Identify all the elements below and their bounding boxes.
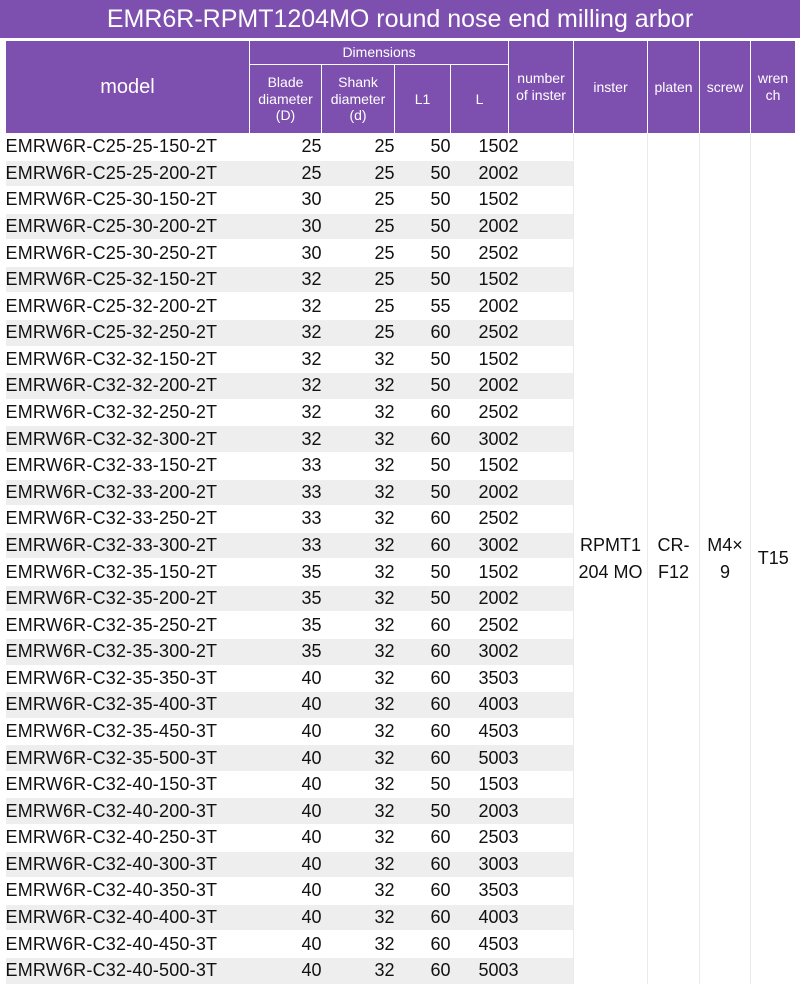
cell-number-of-inster: 2 <box>509 266 574 293</box>
cell-l: 200 <box>451 798 509 825</box>
cell-model: EMRW6R-C32-33-200-2T <box>6 479 250 506</box>
cell-number-of-inster: 3 <box>509 665 574 692</box>
cell-model: EMRW6R-C25-30-250-2T <box>6 240 250 267</box>
cell-number-of-inster: 2 <box>509 506 574 533</box>
cell-inster-line1: RPMT1 <box>580 534 642 555</box>
cell-number-of-inster: 2 <box>509 532 574 559</box>
cell-model: EMRW6R-C32-33-300-2T <box>6 532 250 559</box>
cell-l: 400 <box>451 904 509 931</box>
cell-blade-diameter: 30 <box>250 240 322 267</box>
cell-l: 300 <box>451 426 509 453</box>
cell-blade-diameter: 40 <box>250 771 322 798</box>
cell-shank-diameter: 32 <box>322 718 395 745</box>
header-number-of-inster <box>509 41 574 134</box>
cell-shank-diameter: 32 <box>322 506 395 533</box>
cell-shank-diameter: 32 <box>322 798 395 825</box>
cell-l1: 60 <box>395 692 451 719</box>
cell-l1: 50 <box>395 479 451 506</box>
cell-blade-diameter: 35 <box>250 585 322 612</box>
cell-l1: 60 <box>395 665 451 692</box>
cell-shank-diameter: 32 <box>322 957 395 984</box>
cell-l1: 50 <box>395 134 451 161</box>
table-header <box>6 41 796 134</box>
cell-shank-diameter: 32 <box>322 851 395 878</box>
cell-inster <box>574 134 648 985</box>
cell-number-of-inster: 3 <box>509 745 574 772</box>
cell-wrench <box>751 134 796 985</box>
cell-number-of-inster: 3 <box>509 931 574 958</box>
cell-blade-diameter: 35 <box>250 612 322 639</box>
cell-shank-diameter: 32 <box>322 771 395 798</box>
cell-blade-diameter: 32 <box>250 346 322 373</box>
cell-l: 150 <box>451 559 509 586</box>
cell-screw-line1: M4× <box>707 534 743 555</box>
cell-l1: 60 <box>395 638 451 665</box>
cell-number-of-inster: 2 <box>509 452 574 479</box>
cell-screw <box>700 134 751 985</box>
cell-l: 500 <box>451 957 509 984</box>
cell-blade-diameter: 40 <box>250 798 322 825</box>
header-shank-diameter <box>322 65 395 134</box>
header-wrench-line1: wren <box>757 70 789 87</box>
cell-model: EMRW6R-C32-33-150-2T <box>6 452 250 479</box>
cell-model: EMRW6R-C32-40-300-3T <box>6 851 250 878</box>
cell-l1: 50 <box>395 373 451 400</box>
cell-number-of-inster: 3 <box>509 798 574 825</box>
cell-model: EMRW6R-C32-32-300-2T <box>6 426 250 453</box>
header-blade-line3: (D) <box>275 107 296 124</box>
cell-shank-diameter: 32 <box>322 452 395 479</box>
cell-blade-diameter: 32 <box>250 373 322 400</box>
cell-model: EMRW6R-C32-35-200-2T <box>6 585 250 612</box>
cell-model: EMRW6R-C32-35-350-3T <box>6 665 250 692</box>
cell-shank-diameter: 32 <box>322 665 395 692</box>
cell-blade-diameter: 32 <box>250 399 322 426</box>
table-body <box>6 134 796 985</box>
cell-number-of-inster: 2 <box>509 240 574 267</box>
header-number-line2: of inster <box>516 87 566 103</box>
cell-blade-diameter: 33 <box>250 452 322 479</box>
cell-model: EMRW6R-C25-25-150-2T <box>6 134 250 161</box>
cell-inster-line2: 204 MO <box>578 561 643 582</box>
header-platen: platen <box>648 41 700 134</box>
cell-shank-diameter: 32 <box>322 585 395 612</box>
cell-l1: 60 <box>395 851 451 878</box>
cell-blade-diameter: 32 <box>250 426 322 453</box>
cell-model: EMRW6R-C32-32-150-2T <box>6 346 250 373</box>
cell-number-of-inster: 3 <box>509 825 574 852</box>
cell-platen-line2: F12 <box>658 561 690 582</box>
cell-blade-diameter: 25 <box>250 134 322 161</box>
header-l: L <box>451 65 509 134</box>
header-dimensions: Dimensions <box>250 41 509 65</box>
header-blade-diameter <box>250 65 322 134</box>
cell-wrench-line1: T15 <box>757 548 789 569</box>
cell-model: EMRW6R-C32-32-250-2T <box>6 399 250 426</box>
cell-model: EMRW6R-C32-33-250-2T <box>6 506 250 533</box>
header-shank-line2: diameter <box>330 90 386 107</box>
cell-blade-diameter: 40 <box>250 692 322 719</box>
cell-l: 150 <box>451 771 509 798</box>
cell-l: 450 <box>451 718 509 745</box>
cell-shank-diameter: 32 <box>322 426 395 453</box>
cell-blade-diameter: 33 <box>250 532 322 559</box>
cell-l: 150 <box>451 187 509 214</box>
cell-l1: 60 <box>395 612 451 639</box>
header-blade-line2: diameter <box>258 90 313 107</box>
cell-l: 150 <box>451 452 509 479</box>
cell-blade-diameter: 40 <box>250 957 322 984</box>
cell-shank-diameter: 25 <box>322 266 395 293</box>
cell-l1: 60 <box>395 931 451 958</box>
cell-l: 250 <box>451 240 509 267</box>
cell-l1: 60 <box>395 878 451 905</box>
cell-blade-diameter: 40 <box>250 931 322 958</box>
cell-l1: 50 <box>395 266 451 293</box>
cell-number-of-inster: 2 <box>509 612 574 639</box>
cell-model: EMRW6R-C32-32-200-2T <box>6 373 250 400</box>
cell-l: 450 <box>451 931 509 958</box>
cell-model: EMRW6R-C32-40-350-3T <box>6 878 250 905</box>
cell-l: 250 <box>451 825 509 852</box>
cell-shank-diameter: 32 <box>322 638 395 665</box>
cell-l1: 60 <box>395 506 451 533</box>
cell-l1: 60 <box>395 320 451 347</box>
cell-number-of-inster: 3 <box>509 904 574 931</box>
cell-l: 200 <box>451 373 509 400</box>
cell-blade-diameter: 32 <box>250 293 322 320</box>
cell-l: 300 <box>451 638 509 665</box>
cell-l1: 50 <box>395 160 451 187</box>
cell-number-of-inster: 3 <box>509 878 574 905</box>
header-l1: L1 <box>395 65 451 134</box>
cell-number-of-inster: 2 <box>509 426 574 453</box>
cell-l: 250 <box>451 612 509 639</box>
header-wrench <box>751 41 796 134</box>
cell-l: 350 <box>451 878 509 905</box>
header-number-line1: number <box>517 70 565 87</box>
cell-blade-diameter: 30 <box>250 187 322 214</box>
cell-number-of-inster: 2 <box>509 399 574 426</box>
cell-number-of-inster: 2 <box>509 187 574 214</box>
cell-blade-diameter: 40 <box>250 718 322 745</box>
cell-model: EMRW6R-C32-40-400-3T <box>6 904 250 931</box>
cell-l: 350 <box>451 665 509 692</box>
header-shank-line1: Shank <box>338 73 378 90</box>
cell-model: EMRW6R-C25-30-200-2T <box>6 213 250 240</box>
header-screw: screw <box>700 41 751 134</box>
header-model: model <box>6 41 250 134</box>
cell-l1: 50 <box>395 187 451 214</box>
cell-screw-line2: 9 <box>720 561 731 582</box>
cell-l: 150 <box>451 346 509 373</box>
cell-shank-diameter: 32 <box>322 479 395 506</box>
cell-l: 200 <box>451 160 509 187</box>
cell-l: 400 <box>451 692 509 719</box>
cell-number-of-inster: 2 <box>509 373 574 400</box>
header-shank-line3: (d) <box>349 107 367 124</box>
cell-model: EMRW6R-C32-40-150-3T <box>6 771 250 798</box>
cell-l: 250 <box>451 399 509 426</box>
cell-model: EMRW6R-C32-40-250-3T <box>6 825 250 852</box>
cell-number-of-inster: 2 <box>509 346 574 373</box>
cell-number-of-inster: 2 <box>509 479 574 506</box>
cell-l1: 55 <box>395 293 451 320</box>
cell-model: EMRW6R-C25-32-150-2T <box>6 266 250 293</box>
cell-shank-diameter: 32 <box>322 559 395 586</box>
cell-number-of-inster: 2 <box>509 293 574 320</box>
cell-shank-diameter: 32 <box>322 825 395 852</box>
cell-l1: 60 <box>395 399 451 426</box>
cell-l1: 60 <box>395 745 451 772</box>
cell-l: 250 <box>451 320 509 347</box>
table-row <box>6 134 796 161</box>
cell-l: 200 <box>451 213 509 240</box>
page-title: EMR6R-RPMT1204MO round nose end milling arbor <box>0 0 800 40</box>
cell-blade-diameter: 33 <box>250 506 322 533</box>
cell-l: 150 <box>451 266 509 293</box>
cell-model: EMRW6R-C32-40-450-3T <box>6 931 250 958</box>
cell-l: 300 <box>451 851 509 878</box>
cell-shank-diameter: 25 <box>322 293 395 320</box>
cell-shank-diameter: 25 <box>322 320 395 347</box>
cell-l1: 50 <box>395 585 451 612</box>
cell-shank-diameter: 25 <box>322 134 395 161</box>
cell-model: EMRW6R-C32-35-300-2T <box>6 638 250 665</box>
header-inster: inster <box>574 41 648 134</box>
cell-shank-diameter: 32 <box>322 346 395 373</box>
cell-l1: 50 <box>395 559 451 586</box>
cell-l1: 50 <box>395 346 451 373</box>
cell-number-of-inster: 3 <box>509 718 574 745</box>
cell-l: 200 <box>451 293 509 320</box>
cell-l1: 50 <box>395 798 451 825</box>
cell-l: 150 <box>451 134 509 161</box>
cell-blade-diameter: 35 <box>250 559 322 586</box>
cell-blade-diameter: 40 <box>250 851 322 878</box>
cell-l1: 60 <box>395 532 451 559</box>
cell-blade-diameter: 35 <box>250 638 322 665</box>
cell-model: EMRW6R-C32-35-400-3T <box>6 692 250 719</box>
cell-model: EMRW6R-C25-32-200-2T <box>6 293 250 320</box>
cell-l: 300 <box>451 532 509 559</box>
cell-shank-diameter: 32 <box>322 692 395 719</box>
cell-number-of-inster: 3 <box>509 957 574 984</box>
cell-shank-diameter: 32 <box>322 532 395 559</box>
cell-l: 500 <box>451 745 509 772</box>
cell-blade-diameter: 30 <box>250 213 322 240</box>
cell-shank-diameter: 25 <box>322 160 395 187</box>
cell-blade-diameter: 33 <box>250 479 322 506</box>
cell-number-of-inster: 2 <box>509 160 574 187</box>
cell-shank-diameter: 32 <box>322 612 395 639</box>
cell-platen <box>648 134 700 985</box>
cell-shank-diameter: 32 <box>322 931 395 958</box>
cell-shank-diameter: 32 <box>322 399 395 426</box>
cell-blade-diameter: 32 <box>250 320 322 347</box>
cell-model: EMRW6R-C32-35-500-3T <box>6 745 250 772</box>
cell-shank-diameter: 25 <box>322 213 395 240</box>
header-wrench-line2: ch <box>765 87 781 103</box>
cell-l1: 50 <box>395 240 451 267</box>
cell-l: 250 <box>451 506 509 533</box>
cell-number-of-inster: 2 <box>509 320 574 347</box>
cell-model: EMRW6R-C32-40-200-3T <box>6 798 250 825</box>
cell-l1: 50 <box>395 213 451 240</box>
cell-number-of-inster: 3 <box>509 692 574 719</box>
cell-blade-diameter: 40 <box>250 904 322 931</box>
cell-model: EMRW6R-C25-25-200-2T <box>6 160 250 187</box>
cell-number-of-inster: 3 <box>509 851 574 878</box>
cell-shank-diameter: 25 <box>322 240 395 267</box>
cell-model: EMRW6R-C32-35-150-2T <box>6 559 250 586</box>
cell-model: EMRW6R-C25-30-150-2T <box>6 187 250 214</box>
cell-l1: 50 <box>395 452 451 479</box>
cell-shank-diameter: 32 <box>322 878 395 905</box>
cell-l1: 60 <box>395 825 451 852</box>
cell-blade-diameter: 25 <box>250 160 322 187</box>
cell-shank-diameter: 32 <box>322 745 395 772</box>
cell-model: EMRW6R-C32-35-250-2T <box>6 612 250 639</box>
cell-model: EMRW6R-C25-32-250-2T <box>6 320 250 347</box>
cell-shank-diameter: 32 <box>322 373 395 400</box>
cell-shank-diameter: 32 <box>322 904 395 931</box>
header-blade-line1: Blade <box>267 73 304 90</box>
cell-number-of-inster: 2 <box>509 134 574 161</box>
cell-model: EMRW6R-C32-35-450-3T <box>6 718 250 745</box>
cell-l1: 60 <box>395 904 451 931</box>
cell-shank-diameter: 25 <box>322 187 395 214</box>
cell-number-of-inster: 2 <box>509 559 574 586</box>
cell-model: EMRW6R-C32-40-500-3T <box>6 957 250 984</box>
cell-blade-diameter: 40 <box>250 745 322 772</box>
cell-blade-diameter: 40 <box>250 665 322 692</box>
cell-blade-diameter: 32 <box>250 266 322 293</box>
cell-number-of-inster: 2 <box>509 638 574 665</box>
cell-l1: 50 <box>395 771 451 798</box>
cell-number-of-inster: 2 <box>509 585 574 612</box>
cell-l1: 60 <box>395 426 451 453</box>
cell-l1: 60 <box>395 957 451 984</box>
spec-table <box>5 40 796 985</box>
cell-l: 200 <box>451 585 509 612</box>
cell-platen-line1: CR- <box>657 534 690 555</box>
cell-l: 200 <box>451 479 509 506</box>
cell-l1: 60 <box>395 718 451 745</box>
cell-number-of-inster: 3 <box>509 771 574 798</box>
cell-number-of-inster: 2 <box>509 213 574 240</box>
cell-blade-diameter: 40 <box>250 825 322 852</box>
cell-blade-diameter: 40 <box>250 878 322 905</box>
